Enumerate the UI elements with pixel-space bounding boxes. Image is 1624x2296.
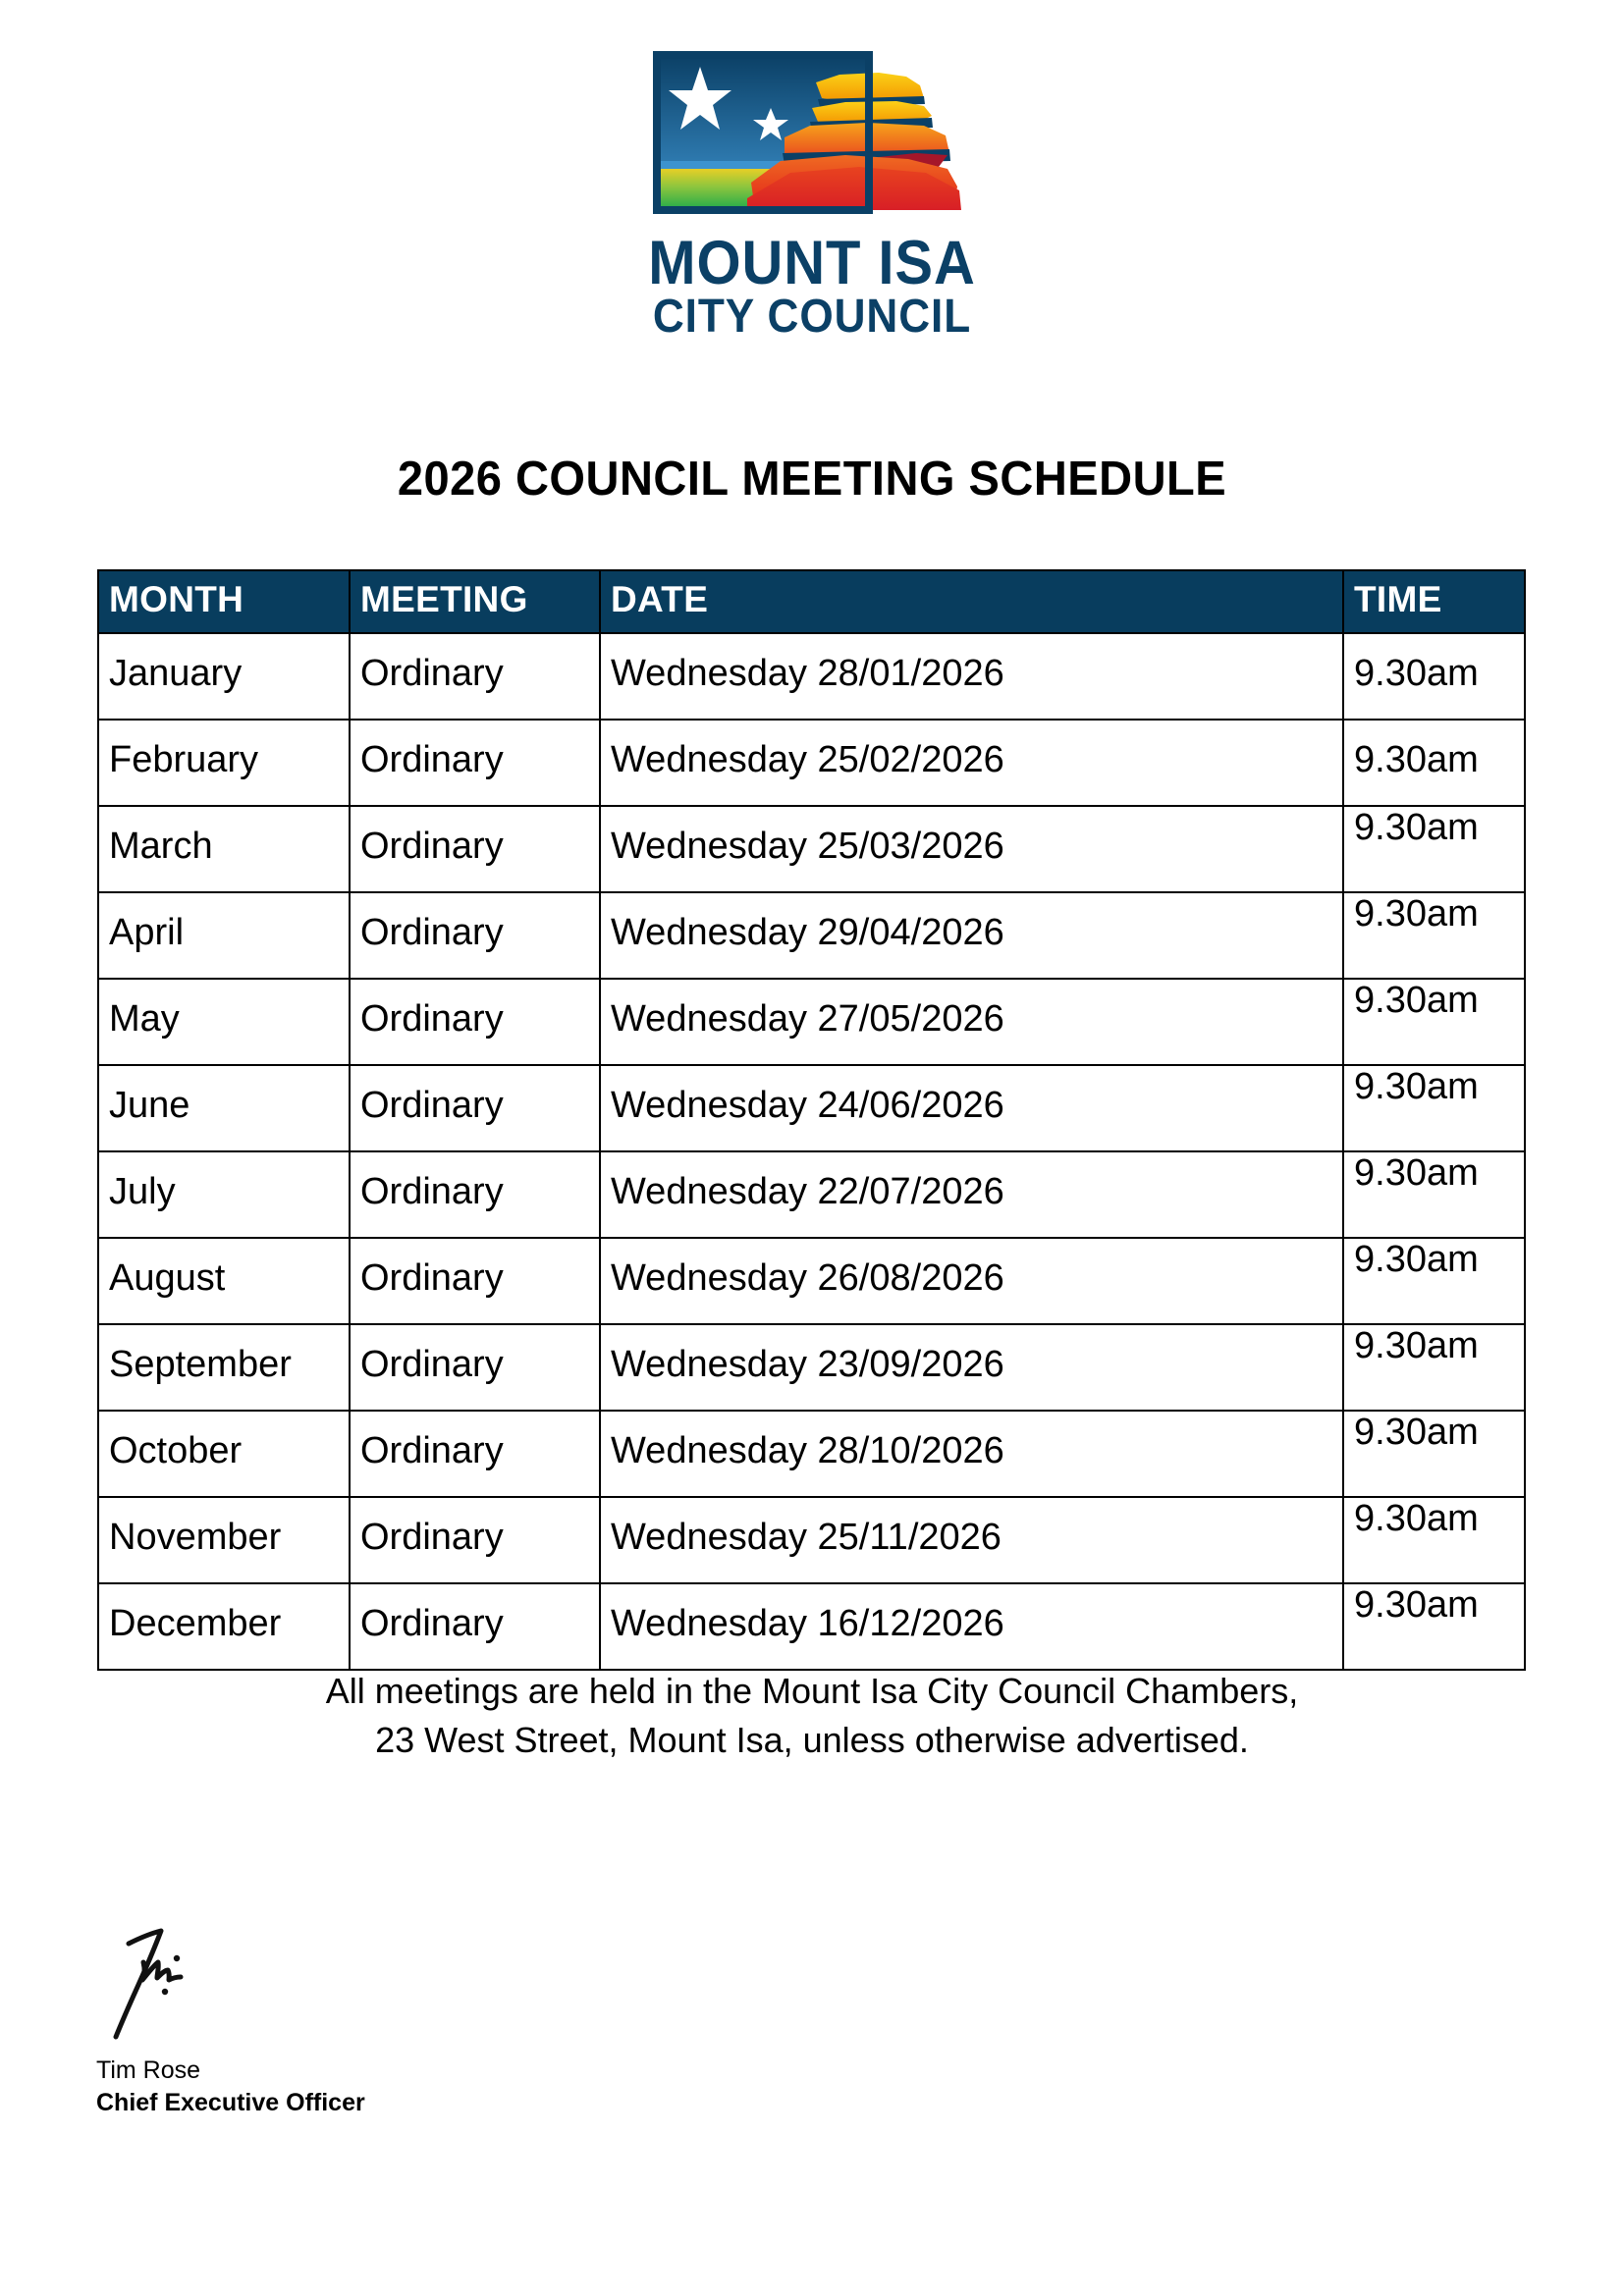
table-row (98, 633, 1525, 720)
column-header-time: TIME (1343, 570, 1525, 633)
cell-month: July (98, 1151, 350, 1238)
cell-date: Wednesday 25/03/2026 (600, 806, 1343, 892)
signatory-name: Tim Rose (96, 2056, 201, 2084)
cell-meeting: Ordinary (350, 979, 600, 1065)
cell-meeting: Ordinary (350, 1497, 600, 1583)
cell-month: September (98, 1324, 350, 1411)
logo-line-city-council: CITY COUNCIL (652, 291, 972, 344)
venue-note-line-2: 23 West Street, Mount Isa, unless otherwise advertised. (375, 1719, 1249, 1760)
table-header (98, 570, 1525, 633)
cell-time: 9.30am (1343, 1583, 1525, 1670)
cell-date: Wednesday 28/01/2026 (600, 633, 1343, 720)
cell-date: Wednesday 23/09/2026 (600, 1324, 1343, 1411)
cell-meeting: Ordinary (350, 633, 600, 720)
council-logo (0, 51, 1624, 343)
cell-date: Wednesday 24/06/2026 (600, 1065, 1343, 1151)
page-title: 2026 COUNCIL MEETING SCHEDULE (397, 453, 1227, 506)
cell-month: December (98, 1583, 350, 1670)
cell-month: February (98, 720, 350, 806)
cell-time: 9.30am (1343, 892, 1525, 979)
venue-note (0, 1667, 1624, 1764)
signature-block (96, 1919, 607, 2118)
cell-meeting: Ordinary (350, 1324, 600, 1411)
table-row (98, 1411, 1525, 1497)
cell-date: Wednesday 26/08/2026 (600, 1238, 1343, 1324)
cell-time: 9.30am (1343, 1324, 1525, 1411)
logo-line-mount-isa: MOUNT ISA (648, 229, 976, 297)
cell-time: 9.30am (1343, 1238, 1525, 1324)
cell-meeting: Ordinary (350, 1065, 600, 1151)
table-body (98, 633, 1525, 1670)
logo-wordmark (626, 229, 998, 344)
cell-date: Wednesday 25/02/2026 (600, 720, 1343, 806)
table-row (98, 1238, 1525, 1324)
table-row (98, 1324, 1525, 1411)
cell-time: 9.30am (1343, 979, 1525, 1065)
table-row (98, 1583, 1525, 1670)
cell-date: Wednesday 16/12/2026 (600, 1583, 1343, 1670)
cell-month: June (98, 1065, 350, 1151)
cell-time: 9.30am (1343, 1411, 1525, 1497)
cell-meeting: Ordinary (350, 1238, 600, 1324)
table-header-row (98, 570, 1525, 633)
table-row (98, 1151, 1525, 1238)
cell-time: 9.30am (1343, 1497, 1525, 1583)
cell-month: March (98, 806, 350, 892)
handwritten-signature-icon (96, 1919, 283, 2047)
table-row (98, 720, 1525, 806)
venue-note-line-1: All meetings are held in the Mount Isa City Council Chambers, (325, 1671, 1299, 1711)
cell-date: Wednesday 28/10/2026 (600, 1411, 1343, 1497)
cell-month: August (98, 1238, 350, 1324)
cell-date: Wednesday 25/11/2026 (600, 1497, 1343, 1583)
table-row (98, 892, 1525, 979)
cell-month: January (98, 633, 350, 720)
cell-meeting: Ordinary (350, 720, 600, 806)
cell-meeting: Ordinary (350, 1151, 600, 1238)
cell-date: Wednesday 22/07/2026 (600, 1151, 1343, 1238)
cell-time: 9.30am (1343, 1151, 1525, 1238)
cell-month: April (98, 892, 350, 979)
column-header-meeting: MEETING (350, 570, 600, 633)
column-header-month: MONTH (98, 570, 350, 633)
cell-time: 9.30am (1343, 806, 1525, 892)
cell-meeting: Ordinary (350, 1411, 600, 1497)
column-header-date: DATE (600, 570, 1343, 633)
cell-time: 9.30am (1343, 633, 1525, 720)
cell-time: 9.30am (1343, 720, 1525, 806)
cell-meeting: Ordinary (350, 806, 600, 892)
cell-meeting: Ordinary (350, 892, 600, 979)
table-row (98, 806, 1525, 892)
table-row (98, 1065, 1525, 1151)
signatory-role: Chief Executive Officer (96, 2088, 365, 2116)
mount-isa-logo-icon (653, 51, 971, 230)
cell-date: Wednesday 29/04/2026 (600, 892, 1343, 979)
cell-month: May (98, 979, 350, 1065)
cell-meeting: Ordinary (350, 1583, 600, 1670)
cell-month: October (98, 1411, 350, 1497)
cell-time: 9.30am (1343, 1065, 1525, 1151)
table-row (98, 1497, 1525, 1583)
cell-month: November (98, 1497, 350, 1583)
cell-date: Wednesday 27/05/2026 (600, 979, 1343, 1065)
table-row (98, 979, 1525, 1065)
meeting-schedule-table (97, 569, 1526, 1671)
